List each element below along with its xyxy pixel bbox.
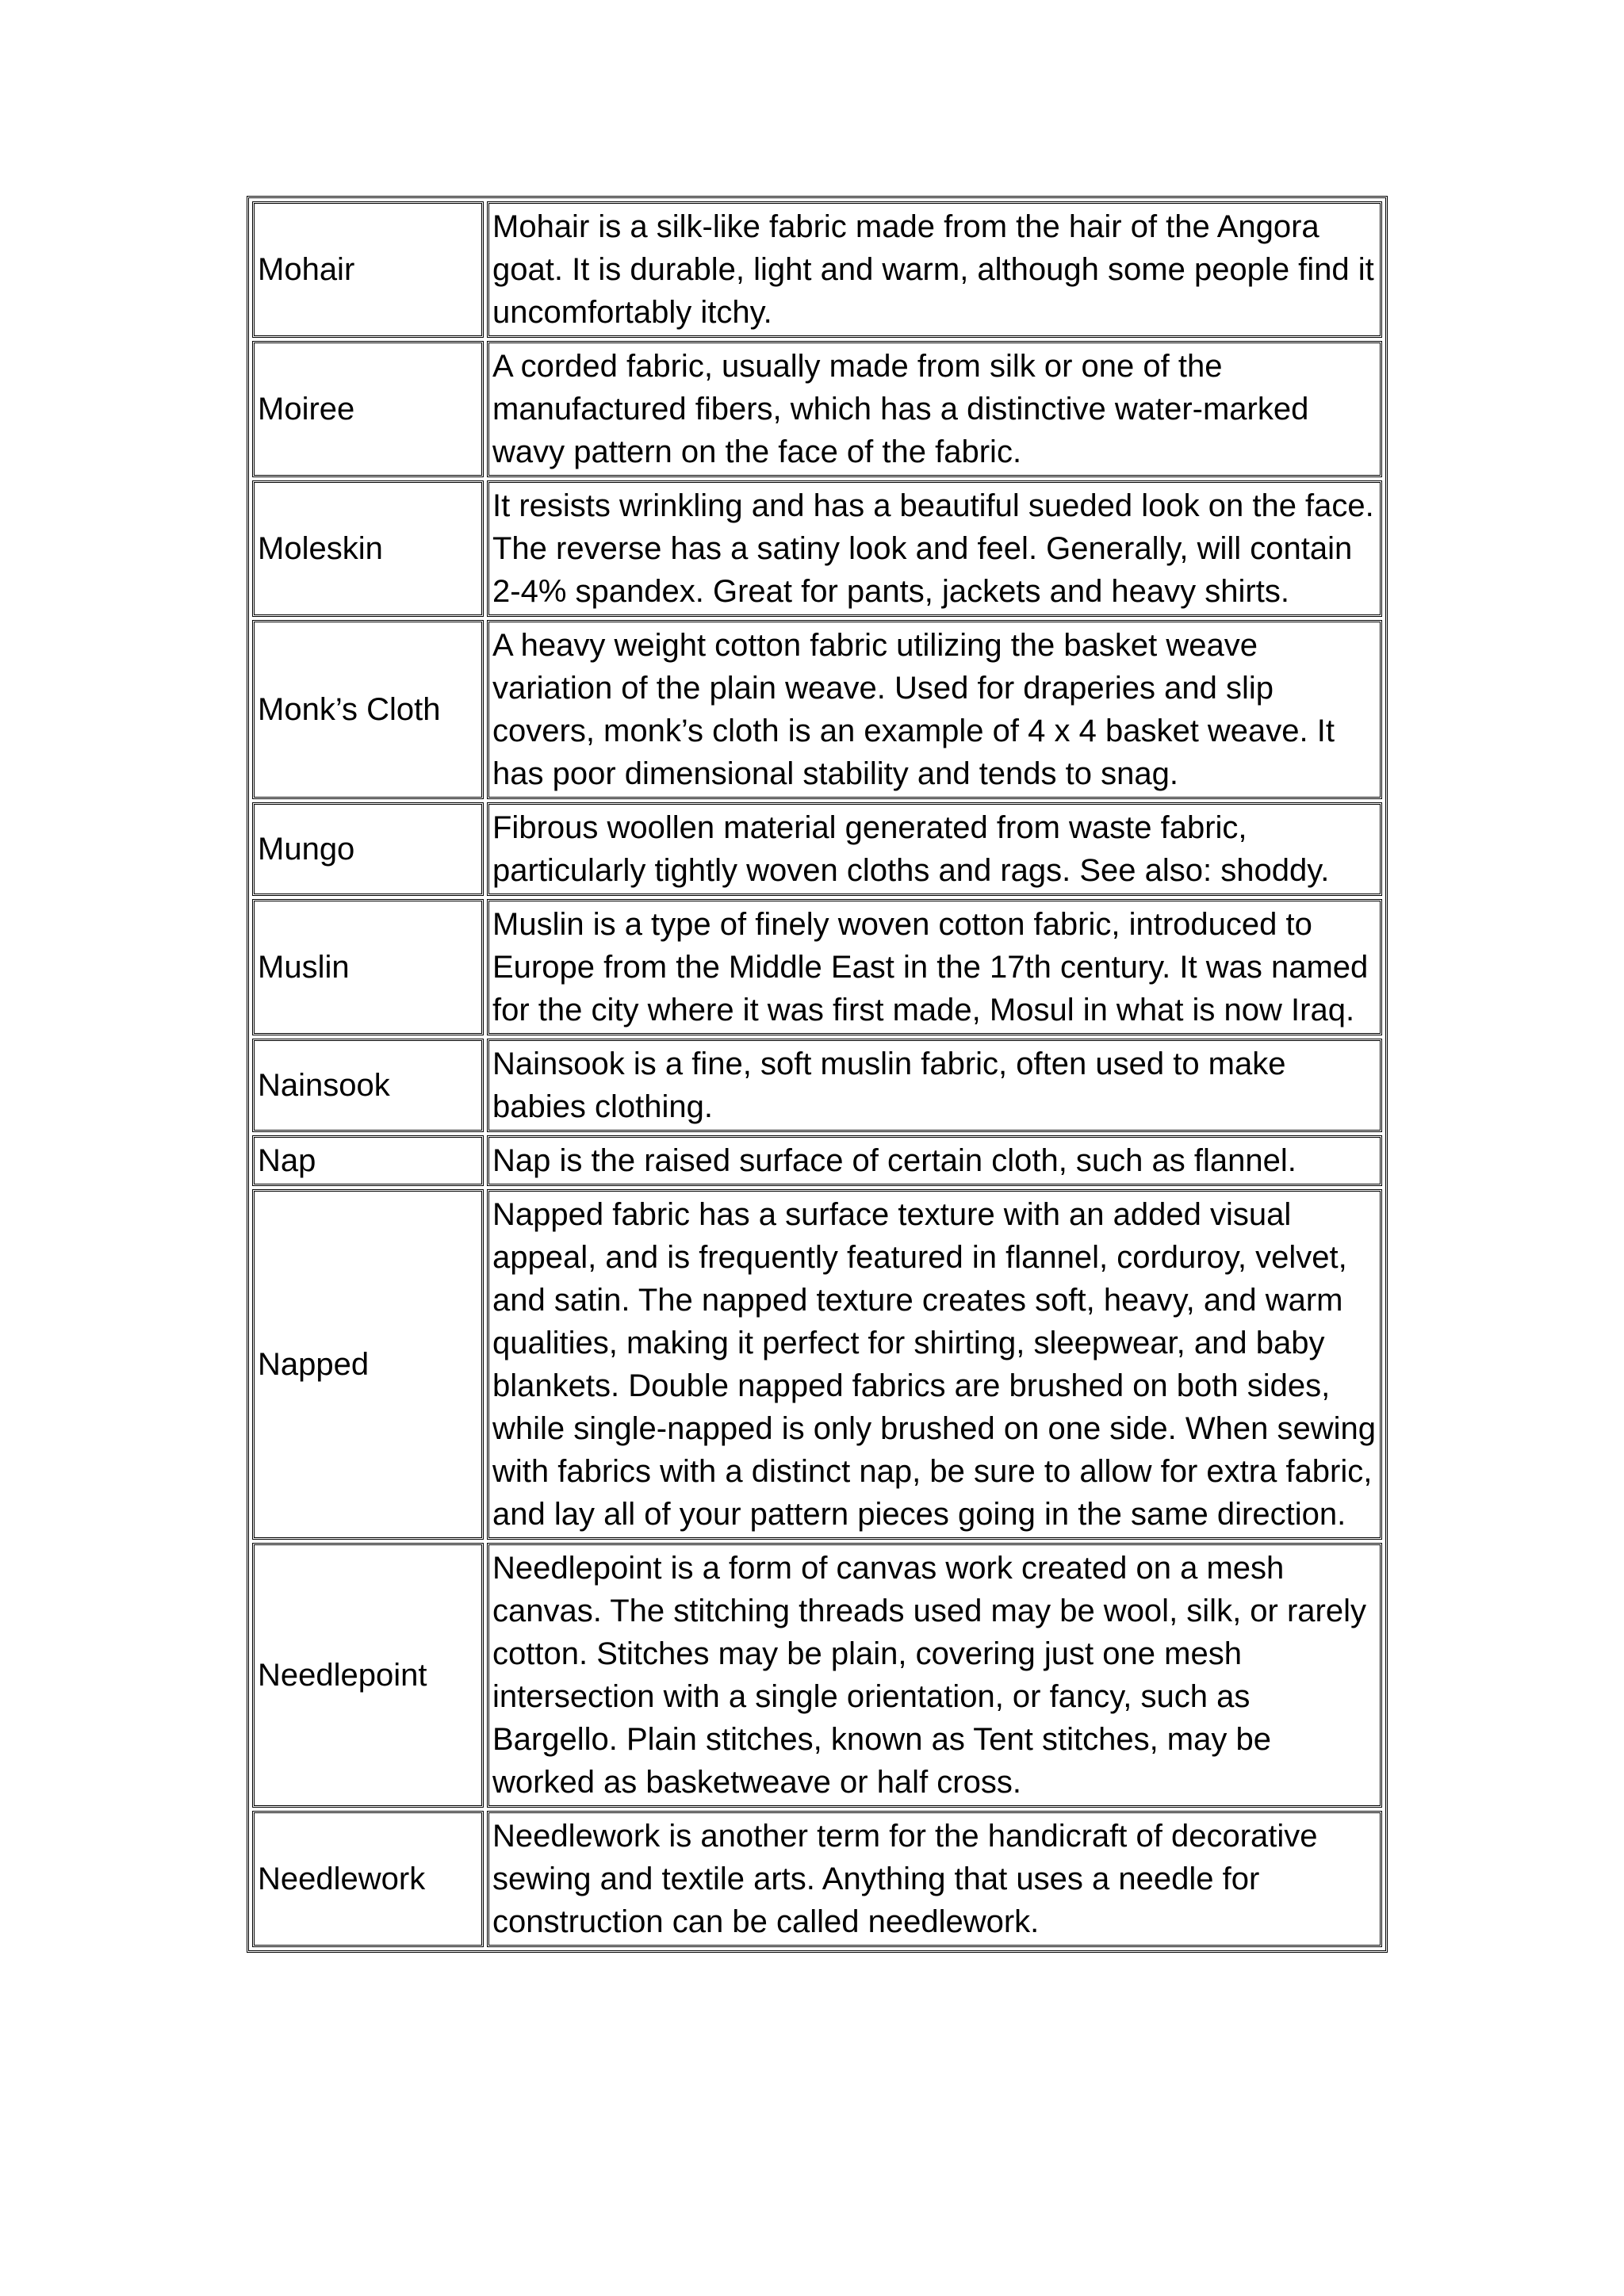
term-cell: Nap xyxy=(252,1135,484,1186)
table-row xyxy=(252,201,1382,338)
term-cell: Muslin xyxy=(252,899,484,1035)
term-cell: Mungo xyxy=(252,802,484,896)
table-row xyxy=(252,620,1382,799)
definition-cell: Muslin is a type of finely woven cotton fabric, introduced to Europe from the Middle East in the 17th century. It was named for the city where it was first made, Mosul in what is now Iraq. xyxy=(487,899,1382,1035)
table-row xyxy=(252,1135,1382,1186)
table-row xyxy=(252,1039,1382,1132)
definition-cell: Mohair is a silk-like fabric made from the hair of the Angora goat. It is durable, light and warm, although some people find it uncomfortably itchy. xyxy=(487,201,1382,338)
term-cell: Monk’s Cloth xyxy=(252,620,484,799)
table-row xyxy=(252,341,1382,477)
definition-cell: Napped fabric has a surface texture with an added visual appeal, and is frequently featured in flannel, corduroy, velvet, and satin. The napped texture creates soft, heavy, and warm qualities, making it perfect for shirting, sleepwear, and baby blankets. Double napped fabrics are brushed on both sides, while single-napped is only brushed on one side. When sewing with fabrics with a distinct nap, be sure to allow for extra fabric, and lay all of your pattern pieces going in the same direction. xyxy=(487,1189,1382,1540)
definition-cell: Needlepoint is a form of canvas work created on a mesh canvas. The stitching threads used may be wool, silk, or rarely cotton. Stitches may be plain, covering just one mesh intersection with a single orientation, or fancy, such as Bargello. Plain stitches, known as Tent stitches, may be worked as basketweave or half cross. xyxy=(487,1543,1382,1808)
definition-cell: Fibrous woollen material generated from waste fabric, particularly tightly woven cloths and rags. See also: shoddy. xyxy=(487,802,1382,896)
definition-cell: A heavy weight cotton fabric utilizing the basket weave variation of the plain weave. Used for draperies and slip covers, monk’s cloth is an example of 4 x 4 basket weave. It has poor dimensional stability and tends to snag. xyxy=(487,620,1382,799)
term-cell: Napped xyxy=(252,1189,484,1540)
glossary-table xyxy=(247,196,1388,1953)
definition-cell: Nainsook is a fine, soft muslin fabric, often used to make babies clothing. xyxy=(487,1039,1382,1132)
term-cell: Moleskin xyxy=(252,480,484,617)
table-row xyxy=(252,1543,1382,1808)
definition-cell: It resists wrinkling and has a beautiful sueded look on the face. The reverse has a satiny look and feel. Generally, will contain 2-4% spandex. Great for pants, jackets and heavy shirts. xyxy=(487,480,1382,617)
table-row xyxy=(252,802,1382,896)
term-cell: Needlework xyxy=(252,1811,484,1947)
term-cell: Nainsook xyxy=(252,1039,484,1132)
definition-cell: Nap is the raised surface of certain cloth, such as flannel. xyxy=(487,1135,1382,1186)
term-cell: Mohair xyxy=(252,201,484,338)
term-cell: Moiree xyxy=(252,341,484,477)
table-row xyxy=(252,899,1382,1035)
term-cell: Needlepoint xyxy=(252,1543,484,1808)
definition-cell: A corded fabric, usually made from silk or one of the manufactured fibers, which has a distinctive water-marked wavy pattern on the face of the fabric. xyxy=(487,341,1382,477)
table-row xyxy=(252,1811,1382,1947)
table-row xyxy=(252,1189,1382,1540)
definition-cell: Needlework is another term for the handicraft of decorative sewing and textile arts. Anything that uses a needle for construction can be called needlework. xyxy=(487,1811,1382,1947)
table-row xyxy=(252,480,1382,617)
